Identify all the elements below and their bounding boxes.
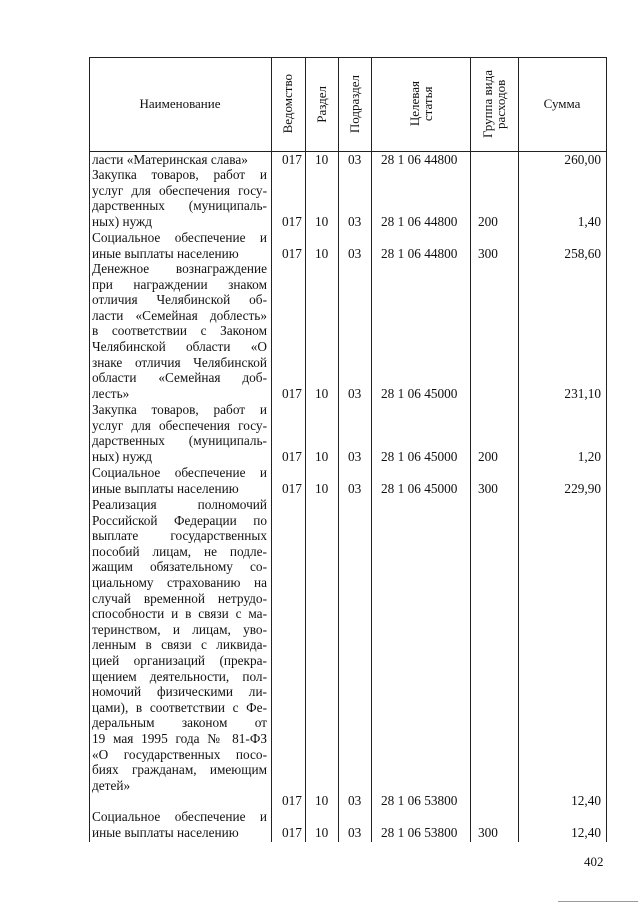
name-line: иные выплаты населению	[92, 824, 239, 840]
header-sum	[518, 57, 606, 151]
cell-target: 28 1 06 44800	[381, 152, 458, 167]
cell-subsection: 03	[348, 481, 362, 496]
header-group-line1: Группа вида	[480, 70, 495, 138]
name-line: Реализация полномочий	[92, 497, 267, 512]
cell-dept: 017	[282, 386, 302, 401]
cell-section: 10	[315, 152, 329, 167]
table-row-name	[92, 809, 267, 840]
name-line: выплате государственных	[92, 528, 267, 544]
cell-dept: 017	[282, 481, 302, 496]
name-line: 19 мая 1995 года № 81-ФЗ	[92, 730, 267, 746]
name-line: отличия Челябинской об-	[92, 292, 267, 308]
cell-target: 28 1 06 45000	[381, 386, 458, 401]
table-row-name	[92, 465, 267, 496]
name-line: Денежное вознаграждение	[92, 261, 267, 276]
cell-subsection: 03	[348, 386, 362, 401]
name-line: области «Семейная доб-	[92, 370, 267, 386]
cell-group: 300	[478, 481, 498, 496]
name-line: услуг для обеспечения госу-	[92, 417, 267, 433]
name-line: иные выплаты населению	[92, 480, 239, 496]
name-line: Российской Федерации по	[92, 512, 267, 528]
name-line: теринством, и лицам, уво-	[92, 621, 267, 637]
cell-sum: 12,40	[571, 825, 601, 840]
col-line	[338, 57, 339, 842]
header-group-line2: расходов	[493, 79, 508, 129]
cell-sum: 231,10	[564, 386, 601, 401]
name-line: номочий физическими ли-	[92, 684, 267, 700]
header-subsection	[338, 57, 371, 151]
cell-target: 28 1 06 45000	[381, 481, 458, 496]
col-line	[305, 57, 306, 842]
header-target-line1: Целевая	[406, 81, 422, 127]
name-line: при награждении знаком	[92, 276, 267, 292]
cell-sum: 1,40	[577, 214, 601, 229]
cell-subsection: 03	[348, 825, 362, 840]
name-line: детей»	[92, 777, 131, 793]
name-line: Закупка товаров, работ и	[92, 167, 267, 182]
cell-dept: 017	[282, 214, 302, 229]
name-line: знаке отличия Челябинской	[92, 354, 267, 370]
cell-section: 10	[315, 793, 329, 808]
name-line: ных) нужд	[92, 213, 152, 229]
name-line: Челябинской области «О	[92, 338, 267, 354]
header-group-label	[481, 70, 507, 138]
name-line: цами), в соответствии с Фе-	[92, 699, 267, 715]
name-line: услуг для обеспечения госу-	[92, 182, 267, 198]
footer-rule	[558, 901, 638, 902]
cell-subsection: 03	[348, 246, 362, 261]
name-line: пособий лицам, не подле-	[92, 543, 267, 559]
header-subsection-label: Подраздел	[346, 74, 362, 134]
name-line: жащим обязательному со-	[92, 559, 267, 575]
cell-dept: 017	[282, 449, 302, 464]
name-line: иные выплаты населению	[92, 245, 239, 261]
name-line: дарственных (муниципаль-	[92, 198, 267, 214]
cell-dept: 017	[282, 793, 302, 808]
header-name	[89, 57, 271, 151]
cell-target: 28 1 06 45000	[381, 449, 458, 464]
cell-sum: 260,00	[564, 152, 601, 167]
name-line: циальному страхованию на	[92, 574, 267, 590]
header-target-label	[408, 81, 434, 126]
cell-subsection: 03	[348, 214, 362, 229]
cell-target: 28 1 06 44800	[381, 214, 458, 229]
cell-group: 300	[478, 246, 498, 261]
table-row-name	[92, 402, 267, 464]
cell-sum: 258,60	[564, 246, 601, 261]
cell-sum: 12,40	[571, 793, 601, 808]
header-target	[371, 57, 470, 151]
header-group	[470, 57, 518, 151]
header-dept	[271, 57, 305, 151]
cell-dept: 017	[282, 152, 302, 167]
name-line: цией организаций (прекра-	[92, 652, 267, 668]
table-row-name	[92, 152, 267, 168]
cell-subsection: 03	[348, 793, 362, 808]
cell-sum: 1,20	[577, 449, 601, 464]
col-line	[518, 57, 519, 842]
header-target-line2: статья	[419, 86, 435, 122]
name-line: ласти «Семейная доблесть»	[92, 307, 267, 323]
col-line	[470, 57, 471, 842]
name-line: Социальное обеспечение и	[92, 230, 267, 245]
name-line: Социальное обеспечение и	[92, 465, 267, 480]
name-line: деральным законом от	[92, 715, 267, 731]
name-line: случай временной нетрудо-	[92, 590, 267, 606]
name-line: в соответствии с Законом	[92, 323, 267, 339]
cell-section: 10	[315, 386, 329, 401]
name-line: Закупка товаров, работ и	[92, 402, 267, 417]
name-line: «О государственных посо-	[92, 746, 267, 762]
header-dept-label: Ведомство	[280, 74, 295, 134]
col-line	[271, 57, 272, 842]
name-line: ных) нужд	[92, 448, 152, 464]
cell-subsection: 03	[348, 152, 362, 167]
cell-subsection: 03	[348, 449, 362, 464]
cell-dept: 017	[282, 825, 302, 840]
name-line: ленным в связи с ликвида-	[92, 637, 267, 653]
cell-dept: 017	[282, 246, 302, 261]
header-name-label: Наименование	[139, 96, 221, 111]
col-line	[371, 57, 372, 842]
cell-section: 10	[315, 449, 329, 464]
name-line: щением деятельности, пол-	[92, 668, 267, 684]
table-row-name	[92, 230, 267, 261]
name-line: биях гражданам, имеющим	[92, 762, 267, 778]
name-line: способности и в связи с ма-	[92, 606, 267, 622]
header-section-label: Раздел	[313, 85, 329, 123]
cell-group: 200	[478, 214, 498, 229]
cell-target: 28 1 06 53800	[381, 793, 458, 808]
cell-group: 300	[478, 825, 498, 840]
name-line: дарственных (муниципаль-	[92, 433, 267, 449]
page-number: 402	[584, 854, 604, 869]
cell-section: 10	[315, 246, 329, 261]
cell-section: 10	[315, 825, 329, 840]
header-sum-label: Сумма	[543, 96, 581, 111]
table-row-name	[92, 261, 267, 401]
cell-sum: 229,90	[564, 481, 601, 496]
col-line	[89, 57, 90, 842]
name-line: Социальное обеспечение и	[92, 809, 267, 824]
budget-table	[89, 57, 607, 842]
table-row-name	[92, 497, 267, 793]
cell-section: 10	[315, 481, 329, 496]
header-section	[305, 57, 338, 151]
cell-group: 200	[478, 449, 498, 464]
col-line	[606, 57, 607, 842]
table-row-name	[92, 167, 267, 229]
cell-target: 28 1 06 44800	[381, 246, 458, 261]
name-line: ласти «Материнская слава»	[92, 152, 248, 167]
cell-target: 28 1 06 53800	[381, 825, 458, 840]
name-line: лесть»	[92, 385, 130, 401]
cell-section: 10	[315, 214, 329, 229]
